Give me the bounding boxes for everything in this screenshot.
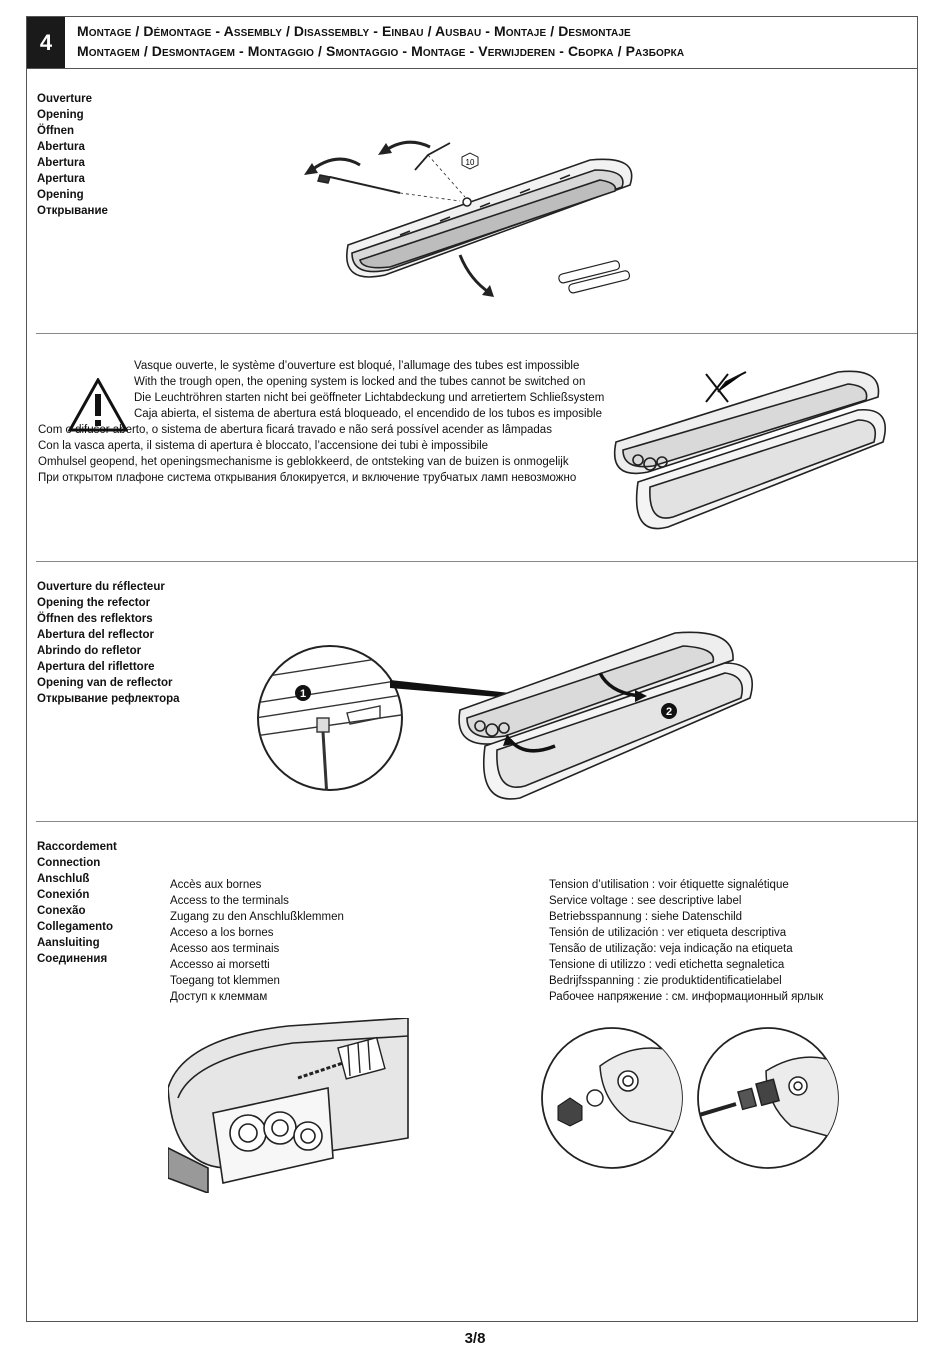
cable-gland-plug-detail: [540, 1026, 685, 1171]
step-2-label: 2: [665, 706, 673, 718]
terminal-line: Access to the terminals: [170, 895, 289, 907]
terminal-block-illustration: [168, 1018, 413, 1193]
terminal-access-text: [170, 877, 344, 1005]
voltage-line: Tensión de utilización : ver etiqueta descriptiva: [549, 927, 787, 939]
luminaire-opening-illustration: [290, 125, 650, 325]
label: Raccordement: [37, 841, 117, 853]
label: Abertura: [37, 141, 85, 153]
label: Abrindo do refletor: [37, 645, 142, 657]
label: Opening van de reflector: [37, 677, 173, 689]
fluorescent-tubes-icon: [558, 260, 630, 294]
screw-icon: [463, 198, 471, 206]
hex-key-icon: [415, 143, 465, 197]
open-luminaire-icon: [615, 371, 886, 528]
service-voltage-text: [549, 877, 823, 1005]
label: Abertura: [37, 157, 85, 169]
terminal-line: Toegang tot klemmen: [170, 975, 280, 987]
terminal-line: Доступ к клеммам: [170, 991, 268, 1003]
warning-line: Omhulsel geopend, het openingsmechanisme is geblokkeerd, de ontsteking van de buizen is onmogelijk: [38, 456, 569, 468]
section-divider: [36, 561, 917, 562]
label: Apertura del riflettore: [37, 661, 155, 673]
label: Ouverture du réflecteur: [37, 581, 165, 593]
label: Collegamento: [37, 921, 114, 933]
voltage-line: Tensão de utilização: veja indicação na etiqueta: [549, 943, 793, 955]
warning-line: Caja abierta, el sistema de abertura está bloqueado, el encendido de los tubos es imposible: [134, 408, 602, 420]
section-header: [27, 17, 917, 69]
label: Opening the refector: [37, 597, 151, 609]
terminal-line: Acceso a los bornes: [170, 927, 274, 939]
label: Открывание: [37, 205, 108, 217]
label: Conexión: [37, 889, 90, 901]
warning-line: При открытом плафоне система открывания блокируется, и включение трубчатых ламп невозможно: [38, 472, 577, 484]
terminal-line: Accès aux bornes: [170, 879, 262, 891]
luminaire-icon: [347, 159, 632, 277]
connection-labels: [37, 839, 117, 967]
cable-gland-cable-detail: [696, 1026, 841, 1171]
label: Opening: [37, 189, 84, 201]
warning-text: [38, 358, 605, 486]
reflector-opening-illustration: [255, 618, 765, 810]
label: Aansluiting: [37, 937, 100, 949]
voltage-line: Betriebsspannung : siehe Datenschild: [549, 911, 743, 923]
opening-labels: [37, 91, 108, 219]
arrow-down-icon: [460, 255, 490, 293]
header-title-line-1: Montage / Démontage - Assembly / Disassembly - Einbau / Ausbau - Montaje / Desmontaje: [77, 23, 631, 39]
warning-line: With the trough open, the opening system is locked and the tubes cannot be switched on: [134, 376, 586, 388]
page-number: 3/8: [464, 1330, 486, 1347]
warning-line: Com o difusor aberto, o sistema de abertura ficará travado e não será possível acender as lâmpadas: [38, 424, 552, 436]
voltage-line: Bedrijfsspanning : zie produktidentificatielabel: [549, 975, 782, 987]
warning-line: Die Leuchtröhren starten nicht bei geöffneter Lichtabdeckung und arretiertem Schließsystem: [134, 392, 605, 404]
label: Ouverture: [37, 93, 92, 105]
section-number: 4: [27, 17, 65, 68]
header-title-line-2: Montagem / Desmontagem - Montaggio / Smontaggio - Montage - Verwijderen - Сборка / Разборка: [77, 43, 685, 59]
locked-key-icon: [706, 372, 746, 402]
label: Conexão: [37, 905, 86, 917]
label: Öffnen: [37, 125, 75, 137]
label: Открывание рефлектора: [37, 693, 180, 705]
open-luminaire-illustration: [608, 362, 893, 542]
luminaire-open-icon: [459, 632, 752, 799]
warning-line: Vasque ouverte, le système d’ouverture est bloqué, l’allumage des tubes est impossible: [134, 360, 580, 372]
label: Öffnen des reflektors: [37, 613, 153, 625]
warning-line: Con la vasca aperta, il sistema di apertura è bloccato, l’accensione dei tubi è impossibile: [38, 440, 489, 452]
step-1-label: 1: [299, 688, 307, 700]
label: Opening: [37, 109, 84, 121]
reflector-labels: [37, 579, 180, 707]
terminal-line: Zugang zu den Anschlußklemmen: [170, 911, 344, 923]
section-divider: [36, 821, 917, 822]
label: Anschluß: [37, 873, 90, 885]
key-size-badge: [462, 153, 478, 169]
label: Apertura: [37, 173, 85, 185]
label: Connection: [37, 857, 101, 869]
voltage-line: Tensione di utilizzo : vedi etichetta segnaletica: [549, 959, 785, 971]
label: Соединения: [37, 953, 108, 965]
terminal-line: Acesso aos terminais: [170, 943, 280, 955]
label: Abertura del reflector: [37, 629, 154, 641]
voltage-line: Tension d’utilisation : voir étiquette signalétique: [549, 879, 789, 891]
voltage-line: Рабочее напряжение : см. информационный ярлык: [549, 991, 824, 1003]
voltage-line: Service voltage : see descriptive label: [549, 895, 742, 907]
key-size-label: 10: [465, 158, 475, 167]
terminal-line: Accesso ai morsetti: [170, 959, 270, 971]
section-divider: [36, 333, 917, 334]
screwdriver-icon: [318, 175, 460, 201]
